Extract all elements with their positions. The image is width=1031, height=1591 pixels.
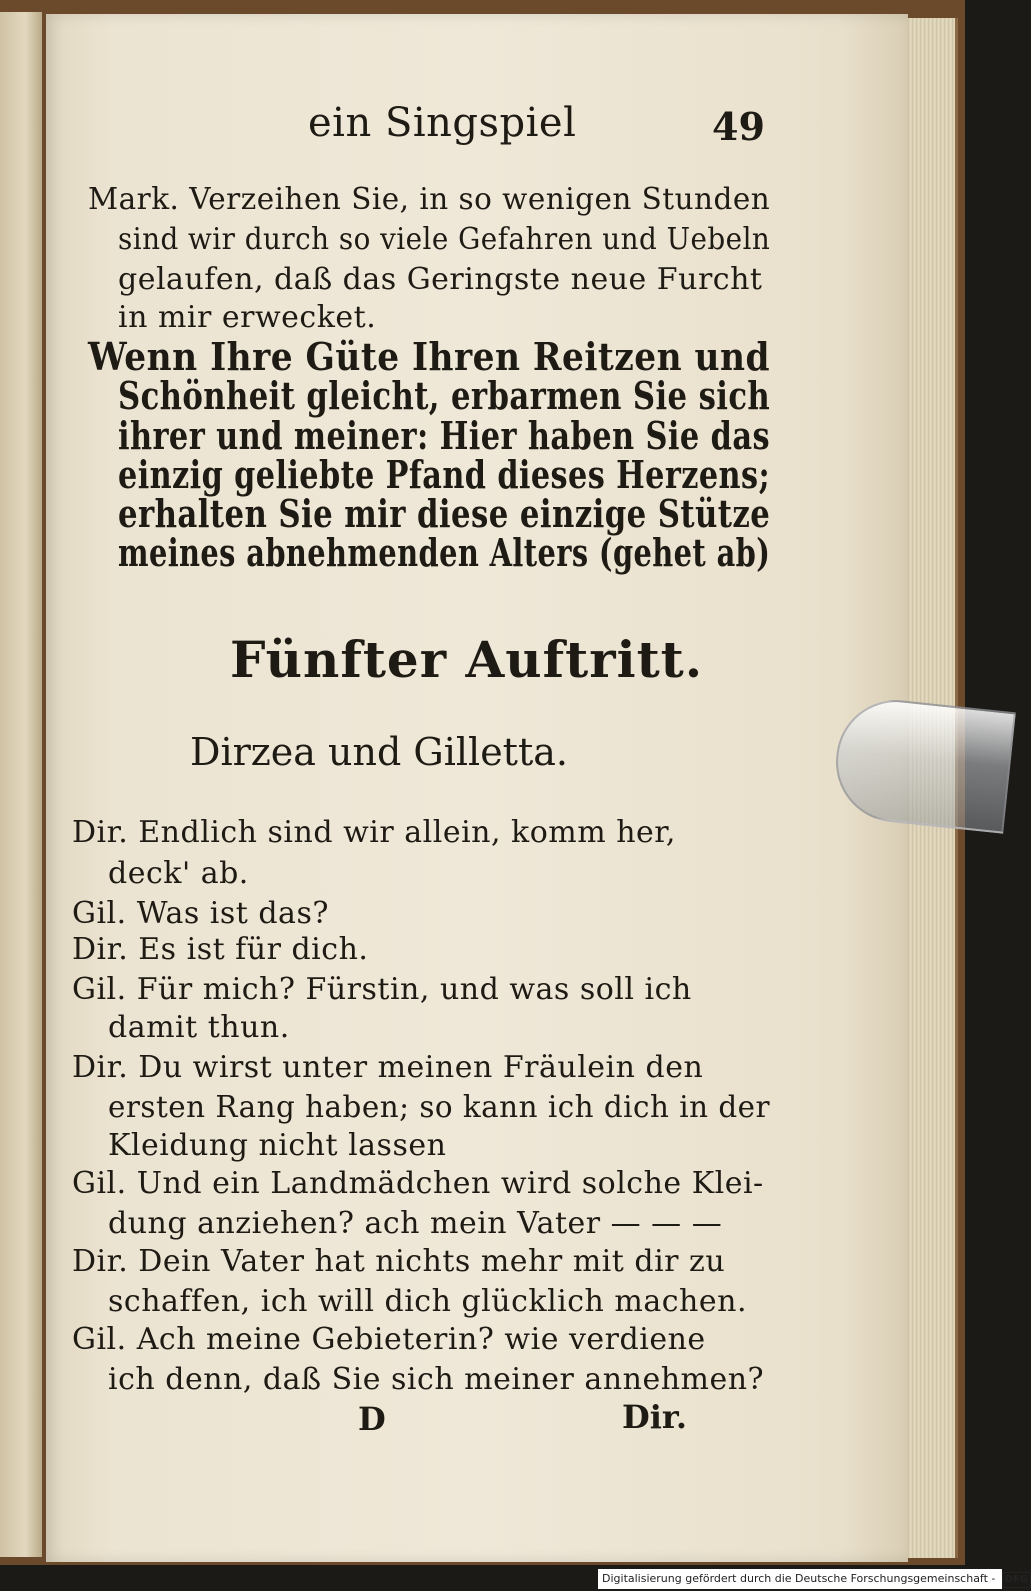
text-line: einzig geliebte Pfand dieses Herzens; (118, 452, 771, 497)
dialogue-line: dung anziehen? ach mein Vater — — — (108, 1206, 723, 1241)
dialogue-line: ersten Rang haben; so kann ich dich in der (108, 1090, 771, 1125)
dialogue-line: Dir. Endlich sind wir allein, komm her, (72, 815, 676, 850)
signature-mark: D (358, 1400, 386, 1438)
running-title: ein Singspiel (308, 100, 577, 146)
dialogue-line: Gil. Und ein Landmädchen wird solche Klei- (72, 1166, 764, 1201)
catchword: Dir. (622, 1398, 687, 1436)
dialogue-line: Dir. Es ist für dich. (72, 932, 369, 967)
text-line: erhalten Sie mir diese einzige Stütze (118, 491, 771, 536)
dialogue-line: Dir. Du wirst unter meinen Fräulein den (72, 1050, 704, 1085)
page-number: 49 (712, 104, 765, 149)
dialogue-line: ich denn, daß Sie sich meiner annehmen? (108, 1362, 765, 1397)
dialogue-line: Gil. Für mich? Fürstin, und was soll ich (72, 972, 692, 1007)
footer-text: Digitalisierung gefördert durch die Deutsche Forschungsgemeinschaft - (602, 1572, 996, 1585)
text-line: Schönheit gleicht, erbarmen Sie sich (118, 373, 771, 418)
dialogue-line: Kleidung nicht lassen (108, 1128, 447, 1163)
text-line: in mir erwecket. (118, 300, 377, 335)
dialogue-line: damit thun. (108, 1010, 290, 1045)
text-line: gelaufen, daß das Geringste neue Furcht (118, 262, 763, 297)
dialogue-line: Gil. Ach meine Gebieterin? wie verdiene (72, 1322, 706, 1357)
text-line: meines abnehmenden Alters (gehet ab) (118, 530, 771, 575)
footer-credit (598, 1569, 1029, 1589)
dialogue-line: Gil. Was ist das? (72, 896, 329, 931)
left-page-edge (0, 12, 42, 1557)
dialogue-line: schaffen, ich will dich glücklich machen. (108, 1284, 747, 1319)
dialogue-line: deck' ab. (108, 856, 249, 891)
text-line: Mark. Verzeihen Sie, in so wenigen Stunden (88, 182, 771, 217)
dfg-logo: DFG (1002, 1572, 1031, 1588)
scene-characters: Dirzea und Gilletta. (190, 730, 568, 774)
dialogue-line: Dir. Dein Vater hat nichts mehr mit dir zu (72, 1244, 726, 1279)
text-line: Wenn Ihre Güte Ihren Reitzen und (88, 334, 771, 379)
text-line: ihrer und meiner: Hier haben Sie das (118, 413, 770, 458)
text-line: sind wir durch so viele Gefahren und Uebeln (118, 222, 771, 257)
scene-title: Fünfter Auftritt. (230, 630, 704, 689)
